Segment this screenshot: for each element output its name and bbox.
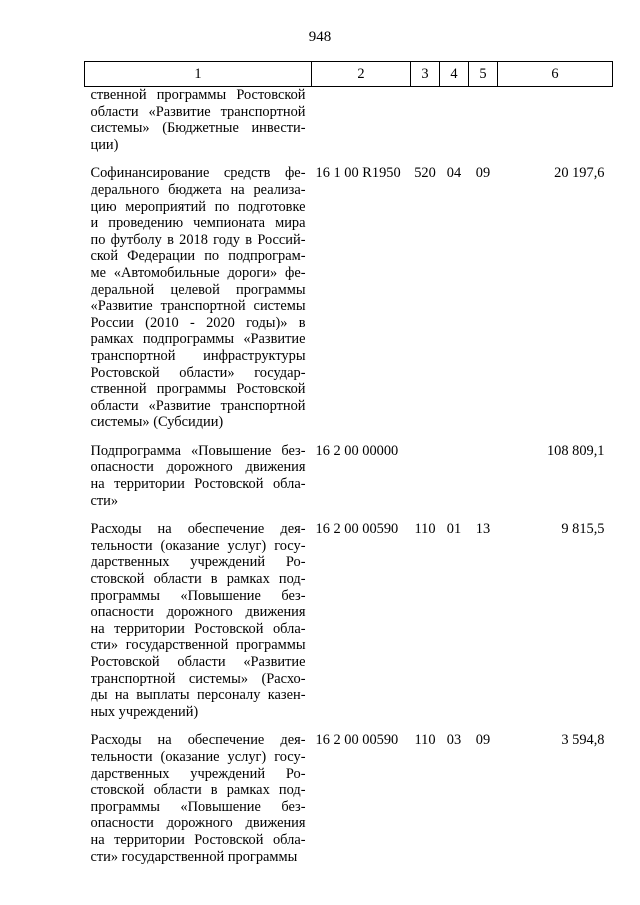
row-name-line: тельности (оказание услуг) госу- — [90, 537, 306, 554]
header-cell: 3 — [411, 62, 440, 87]
row-spacer — [85, 153, 613, 165]
row-name-line: на территории Ростовской обла- — [90, 831, 306, 848]
header-cell: 1 — [85, 62, 312, 87]
page-number: 948 — [308, 29, 332, 45]
row-name-line: деральной целевой программы — [90, 281, 306, 298]
row-name-cell — [85, 521, 312, 720]
row-name-line: стовской области в рамках под- — [90, 782, 306, 799]
row-name-line: опасности дорожного движения — [90, 604, 306, 621]
row-spacer — [85, 431, 613, 443]
row-name-line: и проведению чемпионата мира — [90, 215, 306, 232]
table-row — [85, 87, 613, 154]
row-spacer-cell — [85, 431, 613, 443]
table-header-row — [85, 62, 613, 87]
row-amount — [498, 87, 613, 154]
row-section: 04 — [446, 165, 462, 182]
header-cell: 5 — [469, 62, 498, 87]
row-section — [440, 443, 469, 509]
row-name-line: «Развитие транспортной системы — [90, 298, 306, 315]
row-name-line: ды на выплаты персоналу казен- — [90, 687, 306, 704]
table-row — [85, 165, 613, 431]
row-name-line: Подпрограмма «Повышение без- — [90, 442, 306, 459]
row-name-line: системы» (Бюджетные инвести- — [90, 120, 306, 137]
row-name-cell — [85, 165, 312, 431]
table-row — [85, 732, 613, 865]
row-amount: 108 809,1 — [546, 442, 605, 459]
row-name-line: ственной программы Ростовской — [90, 87, 306, 103]
row-subsection: 13 — [475, 521, 491, 538]
row-name-line: области «Развитие транспортной — [90, 103, 306, 120]
row-amount: 20 197,6 — [554, 165, 605, 182]
row-section: 01 — [446, 521, 462, 538]
row-expense-type: 520 — [414, 165, 436, 182]
row-spacer — [85, 509, 613, 521]
row-name-line: цию мероприятий по подготовке — [90, 198, 306, 215]
row-name-line: дарственных учреждений Ро- — [90, 554, 306, 571]
row-expense-type: 110 — [414, 732, 436, 749]
row-name-line: системы» (Субсидии) — [90, 414, 224, 431]
row-subsection: 09 — [475, 165, 491, 182]
row-name-cell — [85, 443, 312, 509]
header-cell: 2 — [312, 62, 411, 87]
row-section: 03 — [446, 732, 462, 749]
row-csr-code — [312, 87, 411, 154]
row-name-line: дерального бюджета на реализа- — [90, 181, 306, 198]
row-spacer — [85, 720, 613, 732]
row-name-line: сти» государственной программы — [90, 848, 298, 865]
table-body — [85, 87, 613, 866]
row-name-cell — [85, 87, 312, 154]
row-name-line: сти» — [90, 492, 119, 509]
row-name-line: ской Федерации по подпрограм- — [90, 248, 306, 265]
row-name-line: транспортной системы» (Расхо- — [90, 670, 306, 687]
row-subsection: 09 — [475, 732, 491, 749]
row-name-line: опасности дорожного движения — [90, 815, 306, 832]
row-name-line: ме «Автомобильные дороги» фе- — [90, 264, 306, 281]
row-name-line: ственной программы Ростовской — [90, 381, 306, 398]
row-csr-code: 16 2 00 00590 — [315, 521, 399, 538]
header-cell: 6 — [498, 62, 613, 87]
row-name-line: опасности дорожного движения — [90, 459, 306, 476]
row-subsection — [469, 87, 498, 154]
row-expense-type — [411, 443, 440, 509]
table-row — [85, 443, 613, 509]
table-row — [85, 521, 613, 720]
row-name-cell — [85, 732, 312, 865]
row-spacer-cell — [85, 153, 613, 165]
row-csr-code: 16 1 00 R1950 — [315, 165, 401, 182]
row-spacer-cell — [85, 720, 613, 732]
row-name-line: сти» государственной программы — [90, 637, 306, 654]
budget-table — [84, 61, 613, 865]
row-name-line: дарственных учреждений Ро- — [90, 765, 306, 782]
header-cell: 4 — [440, 62, 469, 87]
row-name-line: рамках подпрограммы «Развитие — [90, 331, 306, 348]
row-amount: 3 594,8 — [561, 732, 605, 749]
row-name-line: Расходы на обеспечение дея- — [90, 732, 306, 749]
row-csr-code: 16 2 00 00000 — [315, 442, 399, 459]
row-name-line: области «Развитие транспортной — [90, 397, 306, 414]
row-subsection — [469, 443, 498, 509]
row-spacer-cell — [85, 509, 613, 521]
row-name-line: на территории Ростовской обла- — [90, 620, 306, 637]
row-name-line: Ростовской области «Развитие — [90, 654, 306, 670]
row-name-line: программы «Повышение без- — [90, 798, 306, 815]
row-amount: 9 815,5 — [561, 521, 605, 538]
row-expense-type — [411, 87, 440, 154]
row-name-line: по футболу в 2018 году в Россий- — [90, 231, 306, 248]
row-name-line: Расходы на обеспечение дея- — [90, 521, 306, 538]
row-name-line: России (2010 - 2020 годы)» в — [90, 314, 306, 331]
row-expense-type: 110 — [414, 521, 436, 538]
row-name-line: транспортной инфраструктуры — [90, 347, 306, 364]
row-section — [440, 87, 469, 154]
row-name-line: на территории Ростовской обла- — [90, 476, 306, 493]
row-name-line: тельности (оказание услуг) госу- — [90, 748, 306, 765]
row-name-line: ции) — [90, 136, 119, 153]
row-name-line: Ростовской области» государ- — [90, 364, 306, 381]
row-name-line: ных учреждений) — [90, 703, 199, 720]
row-csr-code: 16 2 00 00590 — [315, 732, 399, 749]
row-name-line: стовской области в рамках под- — [90, 571, 306, 588]
row-name-line: Софинансирование средств фе- — [90, 165, 306, 182]
row-name-line: программы «Повышение без- — [90, 587, 306, 604]
